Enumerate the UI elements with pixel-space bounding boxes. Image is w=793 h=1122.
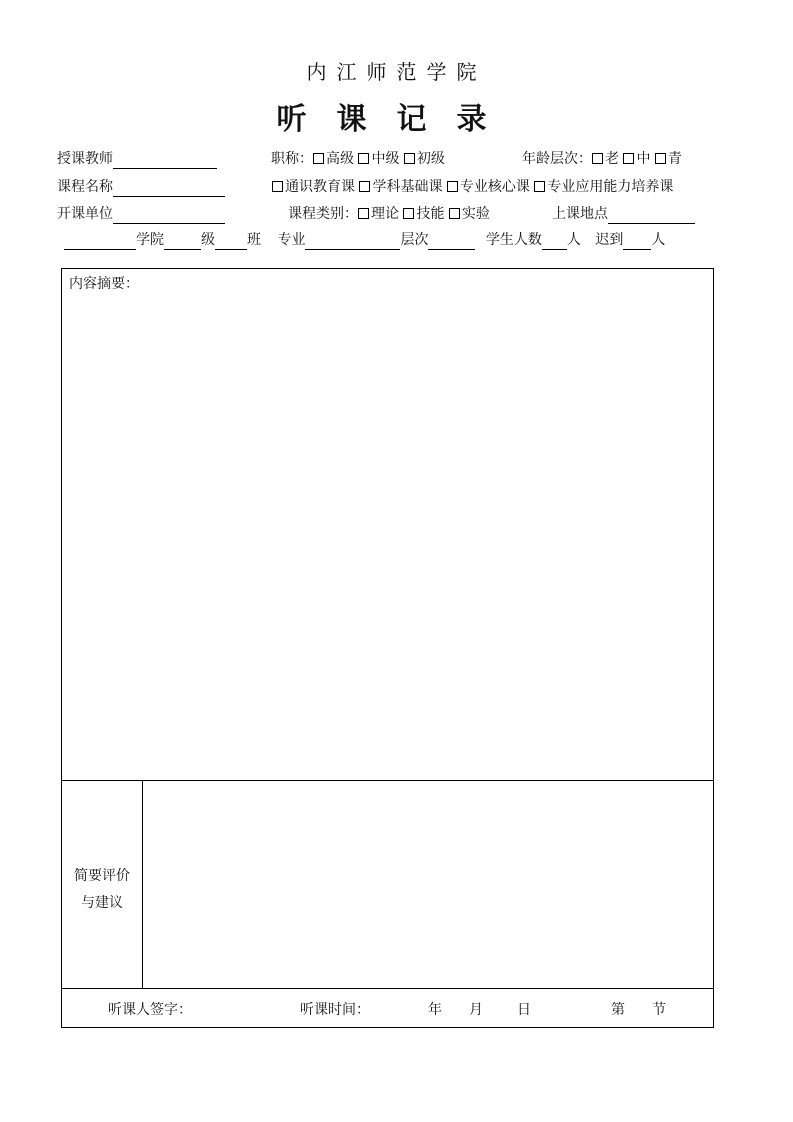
- course-type-checkbox-applied[interactable]: [534, 181, 545, 192]
- rank-checkbox-junior[interactable]: [404, 153, 415, 164]
- grade-field[interactable]: [164, 234, 201, 250]
- rank-checkbox-middle[interactable]: [358, 153, 369, 164]
- signature-label: 听课人签字：: [108, 1002, 192, 1018]
- major-label: 专业: [277, 232, 306, 248]
- evaluation-label-line1: 简要评价: [74, 868, 130, 884]
- content-summary-label: 内容摘要：: [69, 276, 139, 292]
- age-group: [522, 149, 682, 169]
- college-field[interactable]: [64, 234, 136, 250]
- class-label: 班: [247, 232, 261, 248]
- period-prefix-label: 第: [611, 1002, 625, 1018]
- course-type-core: 专业核心课: [459, 179, 530, 195]
- location-group: [552, 204, 695, 224]
- rank-option-middle: 中级: [371, 151, 400, 167]
- year-label: 年: [428, 1002, 442, 1018]
- month-label: 月: [469, 1002, 483, 1018]
- late-field[interactable]: [623, 234, 651, 250]
- level-field[interactable]: [428, 234, 475, 250]
- age-option-young: 青: [667, 151, 682, 167]
- category-theory: 理论: [371, 206, 399, 222]
- time-label: 听课时间：: [300, 1002, 370, 1018]
- grade-label: 级: [201, 232, 215, 248]
- age-checkbox-old[interactable]: [592, 153, 603, 164]
- course-type-checkbox-general[interactable]: [272, 181, 283, 192]
- course-type-general: 通识教育课: [285, 179, 355, 195]
- evaluation-label: [62, 863, 142, 917]
- college-label: 学院: [136, 232, 164, 248]
- rank-group: [271, 149, 445, 169]
- evaluation-label-line2: 与建议: [81, 895, 123, 911]
- info-row-unit: [57, 204, 225, 224]
- course-type-checkbox-core[interactable]: [447, 181, 458, 192]
- age-checkbox-young[interactable]: [655, 153, 666, 164]
- rank-label: 职称：: [271, 151, 313, 167]
- rank-checkbox-senior[interactable]: [313, 153, 324, 164]
- page-title: 听课记录: [276, 102, 517, 137]
- category-checkbox-lab[interactable]: [449, 208, 460, 219]
- late-unit: 人: [651, 232, 666, 248]
- level-label: 层次: [400, 232, 429, 248]
- late-label: 迟到: [595, 232, 624, 248]
- info-row-course: [57, 177, 225, 197]
- age-label: 年龄层次：: [522, 151, 592, 167]
- course-type-applied: 专业应用能力培养课: [547, 179, 674, 195]
- age-option-old: 老: [605, 151, 619, 167]
- rank-option-senior: 高级: [326, 151, 354, 167]
- category-lab: 实验: [461, 206, 490, 222]
- school-name: 内江师范学院: [306, 60, 487, 84]
- teacher-label: 授课教师: [57, 151, 113, 167]
- content-summary-box[interactable]: [61, 268, 714, 781]
- info-row-class: [64, 230, 665, 250]
- category-skill: 技能: [416, 206, 445, 222]
- info-row-teacher: [57, 149, 217, 169]
- evaluation-content-cell[interactable]: [142, 780, 714, 989]
- course-type-basic: 学科基础课: [372, 179, 443, 195]
- course-type-checkbox-basic[interactable]: [359, 181, 370, 192]
- unit-label: 开课单位: [57, 206, 113, 222]
- teacher-field[interactable]: [113, 153, 217, 169]
- location-label: 上课地点: [552, 206, 608, 222]
- age-checkbox-middle[interactable]: [623, 153, 634, 164]
- category-label: 课程类别：: [288, 206, 358, 222]
- unit-field[interactable]: [113, 208, 225, 224]
- evaluation-label-cell: [61, 780, 143, 989]
- footer-row: [61, 988, 714, 1028]
- age-option-middle: 中: [636, 151, 651, 167]
- rank-option-junior: 初级: [416, 151, 445, 167]
- student-count-field[interactable]: [542, 234, 567, 250]
- location-field[interactable]: [608, 208, 695, 224]
- category-checkbox-theory[interactable]: [358, 208, 369, 219]
- day-label: 日: [517, 1002, 531, 1018]
- period-suffix-label: 节: [652, 1002, 666, 1018]
- category-group: [288, 204, 490, 224]
- class-field[interactable]: [215, 234, 247, 250]
- course-field[interactable]: [113, 181, 225, 197]
- category-checkbox-skill[interactable]: [403, 208, 414, 219]
- course-type-group: [272, 177, 673, 197]
- student-count-unit: 人: [566, 232, 581, 248]
- course-label: 课程名称: [57, 179, 113, 195]
- major-field[interactable]: [305, 234, 400, 250]
- student-count-label: 学生人数: [485, 232, 542, 248]
